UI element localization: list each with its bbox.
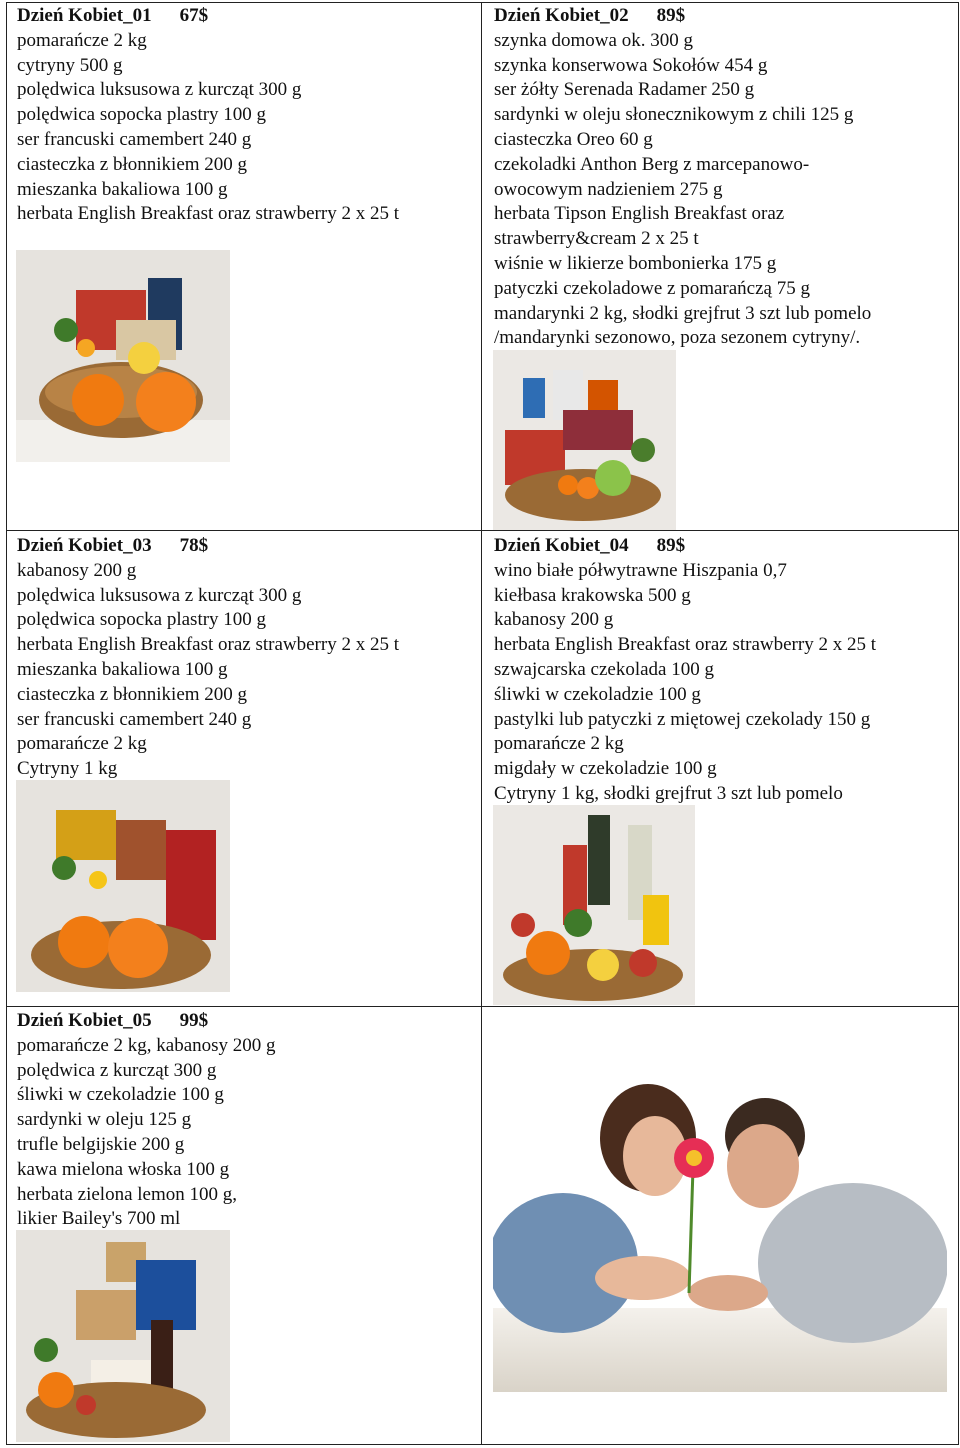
product-item: ser żółty Serenada Radamer 250 g (494, 79, 755, 101)
product-photo-04 (493, 805, 695, 1005)
product-item: śliwki w czekoladzie 100 g (17, 1084, 224, 1106)
product-item: herbata English Breakfast oraz strawberry 2 x 25 t (17, 203, 399, 225)
product-item: cytryny 500 g (17, 54, 123, 76)
product-item: polędwica sopocka plastry 100 g (17, 104, 267, 126)
product-item: pomarańcze 2 kg, kabanosy 200 g (17, 1034, 276, 1056)
product-item: czekoladki Anthon Berg z marcepanowo- (494, 153, 810, 175)
product-item: kabanosy 200 g (17, 559, 137, 581)
product-item: patyczki czekoladowe z pomarańczą 75 g (494, 277, 810, 299)
product-item: strawberry&cream 2 x 25 t (494, 228, 699, 250)
product-title-row (17, 4, 399, 29)
product-item: likier Bailey's 700 ml (17, 1208, 181, 1230)
product-price: 89$ (656, 535, 686, 556)
product-photo-02 (493, 350, 676, 530)
product-item: herbata Tipson English Breakfast oraz (494, 203, 785, 225)
product-title: Dzień Kobiet_05 (17, 1010, 152, 1031)
product-title-row (494, 4, 871, 29)
table-border-bottom (6, 1444, 959, 1445)
product-card-02 (494, 4, 871, 351)
product-item: pastylki lub patyczki z miętowej czekolady 150 g (494, 708, 871, 730)
product-item: pomarańcze 2 kg (17, 733, 147, 755)
product-item: śliwki w czekoladzie 100 g (494, 683, 701, 705)
product-item: szynka konserwowa Sokołów 454 g (494, 54, 768, 76)
product-title: Dzień Kobiet_02 (494, 5, 629, 26)
product-price: 78$ (179, 535, 209, 556)
product-item: ser francuski camembert 240 g (17, 128, 252, 150)
product-item: herbata English Breakfast oraz strawberry 2 x 25 t (17, 634, 399, 656)
product-item: kabanosy 200 g (494, 609, 614, 631)
product-item: polędwica z kurcząt 300 g (17, 1059, 217, 1081)
product-photo-01 (16, 250, 230, 462)
product-item: kawa mielona włoska 100 g (17, 1158, 230, 1180)
product-card-05 (17, 1009, 276, 1232)
product-photo-05 (16, 1230, 230, 1442)
product-card-03 (17, 534, 399, 782)
product-title: Dzień Kobiet_01 (17, 5, 152, 26)
table-border-right (958, 2, 959, 1445)
product-item: mandarynki 2 kg, słodki grejfrut 3 szt lub pomelo (494, 302, 872, 324)
table-column-divider (481, 2, 482, 1445)
product-item: ciasteczka z błonnikiem 200 g (17, 153, 248, 175)
product-item: ser francuski camembert 240 g (17, 708, 252, 730)
product-item: polędwica luksusowa z kurcząt 300 g (17, 79, 302, 101)
product-item: Cytryny 1 kg, słodki grejfrut 3 szt lub pomelo (494, 782, 843, 804)
product-item: szynka domowa ok. 300 g (494, 29, 693, 51)
product-title-row (17, 1009, 276, 1034)
product-item: szwajcarska czekolada 100 g (494, 658, 714, 680)
product-item: Cytryny 1 kg (17, 758, 118, 780)
product-item: pomarańcze 2 kg (494, 733, 624, 755)
product-item: ciasteczka z błonnikiem 200 g (17, 683, 248, 705)
product-price: 67$ (179, 5, 209, 26)
product-item: mieszanka bakaliowa 100 g (17, 178, 228, 200)
product-item: ciasteczka Oreo 60 g (494, 128, 653, 150)
product-item: polędwica luksusowa z kurcząt 300 g (17, 584, 302, 606)
product-item: /mandarynki sezonowo, poza sezonem cytryny/. (494, 327, 861, 349)
product-card-01 (17, 4, 399, 227)
table-border-top (6, 2, 959, 3)
product-item: herbata zielona lemon 100 g, (17, 1183, 238, 1205)
product-item: pomarańcze 2 kg (17, 29, 147, 51)
product-item: sardynki w oleju 125 g (17, 1109, 192, 1131)
product-price: 89$ (656, 5, 686, 26)
table-border-left (6, 2, 7, 1445)
product-item: wiśnie w likierze bombonierka 175 g (494, 252, 777, 274)
product-item: sardynki w oleju słonecznikowym z chili 125 g (494, 104, 854, 126)
product-item: owocowym nadzieniem 275 g (494, 178, 723, 200)
table-row-divider (6, 530, 959, 531)
product-item: herbata English Breakfast oraz strawberry 2 x 25 t (494, 634, 876, 656)
product-item: polędwica sopocka plastry 100 g (17, 609, 267, 631)
table-row-divider (6, 1006, 959, 1007)
product-item: kiełbasa krakowska 500 g (494, 584, 691, 606)
product-item: mieszanka bakaliowa 100 g (17, 658, 228, 680)
product-title-row (494, 534, 876, 559)
product-title: Dzień Kobiet_04 (494, 535, 629, 556)
product-item: migdały w czekoladzie 100 g (494, 758, 717, 780)
product-item: wino białe półwytrawne Hiszpania 0,7 (494, 559, 787, 581)
product-title-row (17, 534, 399, 559)
product-price: 99$ (179, 1010, 209, 1031)
couple-photo (493, 1058, 947, 1392)
product-title: Dzień Kobiet_03 (17, 535, 152, 556)
product-photo-03 (16, 780, 230, 992)
product-card-04 (494, 534, 876, 807)
product-item: trufle belgijskie 200 g (17, 1133, 185, 1155)
